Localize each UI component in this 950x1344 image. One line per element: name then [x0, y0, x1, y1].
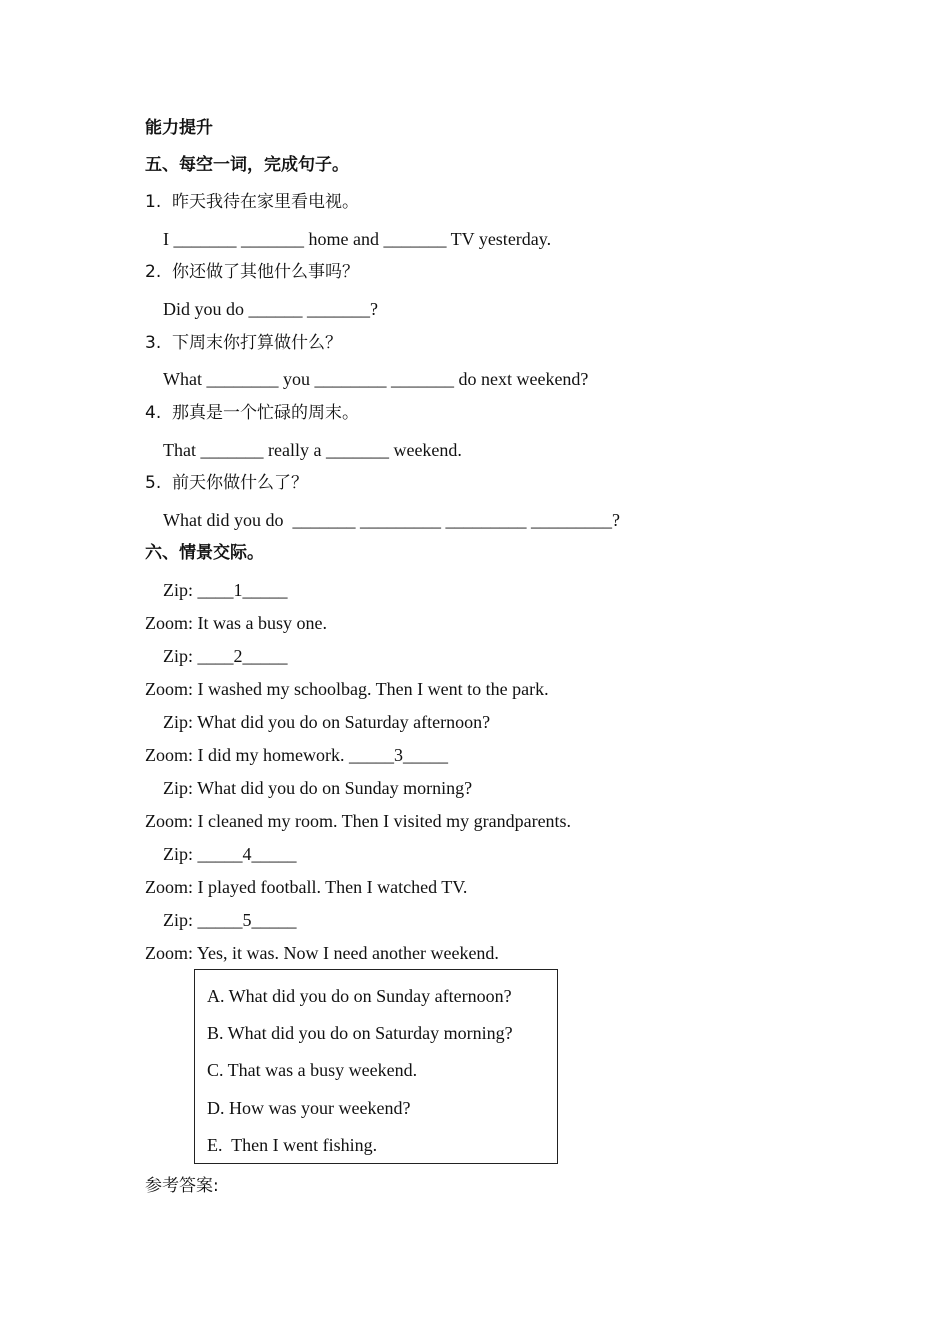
- part5-item-4-english: That _______ really a _______ weekend.: [163, 440, 462, 460]
- part5-title: 五、每空一词，完成句子。: [145, 155, 349, 175]
- section-heading: 能力提升: [145, 118, 213, 138]
- dialogue-line: Zoom: I did my homework. _____3_____: [145, 745, 448, 765]
- option-a: A. What did you do on Sunday afternoon?: [207, 986, 512, 1006]
- part5-item-5-english: What did you do _______ _________ _________ _________?: [163, 510, 620, 530]
- dialogue-line: Zip: What did you do on Sunday morning?: [163, 778, 473, 798]
- options-box: [194, 969, 558, 1164]
- dialogue-line: Zip: What did you do on Saturday afternoon?: [163, 712, 491, 732]
- part5-item-3-english: What ________ you ________ _______ do next weekend?: [163, 369, 589, 389]
- dialogue-line: Zip: ____1_____: [163, 580, 288, 600]
- dialogue-line: Zip: _____4_____: [163, 844, 297, 864]
- answers-label: 参考答案:: [145, 1176, 219, 1196]
- part5-item-2-chinese: 2. 你还做了其他什么事吗？: [145, 262, 360, 282]
- dialogue-line: Zoom: Yes, it was. Now I need another weekend.: [145, 943, 499, 963]
- dialogue-line: Zoom: I played football. Then I watched TV.: [145, 877, 468, 897]
- option-c: C. That was a busy weekend.: [207, 1060, 418, 1080]
- dialogue-line: Zoom: I washed my schoolbag. Then I went to the park.: [145, 679, 549, 699]
- part5-item-4-chinese: 4. 那真是一个忙碌的周末。: [145, 403, 360, 423]
- option-b: B. What did you do on Saturday morning?: [207, 1023, 513, 1043]
- part5-item-5-chinese: 5. 前天你做什么了？: [145, 473, 309, 493]
- dialogue-line: Zoom: It was a busy one.: [145, 613, 327, 633]
- part6-title: 六、情景交际。: [145, 543, 264, 563]
- option-e: E. Then I went fishing.: [207, 1135, 378, 1155]
- dialogue-line: Zip: ____2_____: [163, 646, 288, 666]
- dialogue-line: Zoom: I cleaned my room. Then I visited my grandparents.: [145, 811, 572, 831]
- part5-item-2-english: Did you do ______ _______?: [163, 299, 378, 319]
- dialogue-line: Zip: _____5_____: [163, 910, 297, 930]
- option-d: D. How was your weekend?: [207, 1098, 411, 1118]
- part5-item-1-chinese: 1. 昨天我待在家里看电视。: [145, 192, 360, 212]
- part5-item-3-chinese: 3. 下周末你打算做什么？: [145, 333, 343, 353]
- part5-item-1-english: I _______ _______ home and _______ TV yesterday.: [163, 229, 552, 249]
